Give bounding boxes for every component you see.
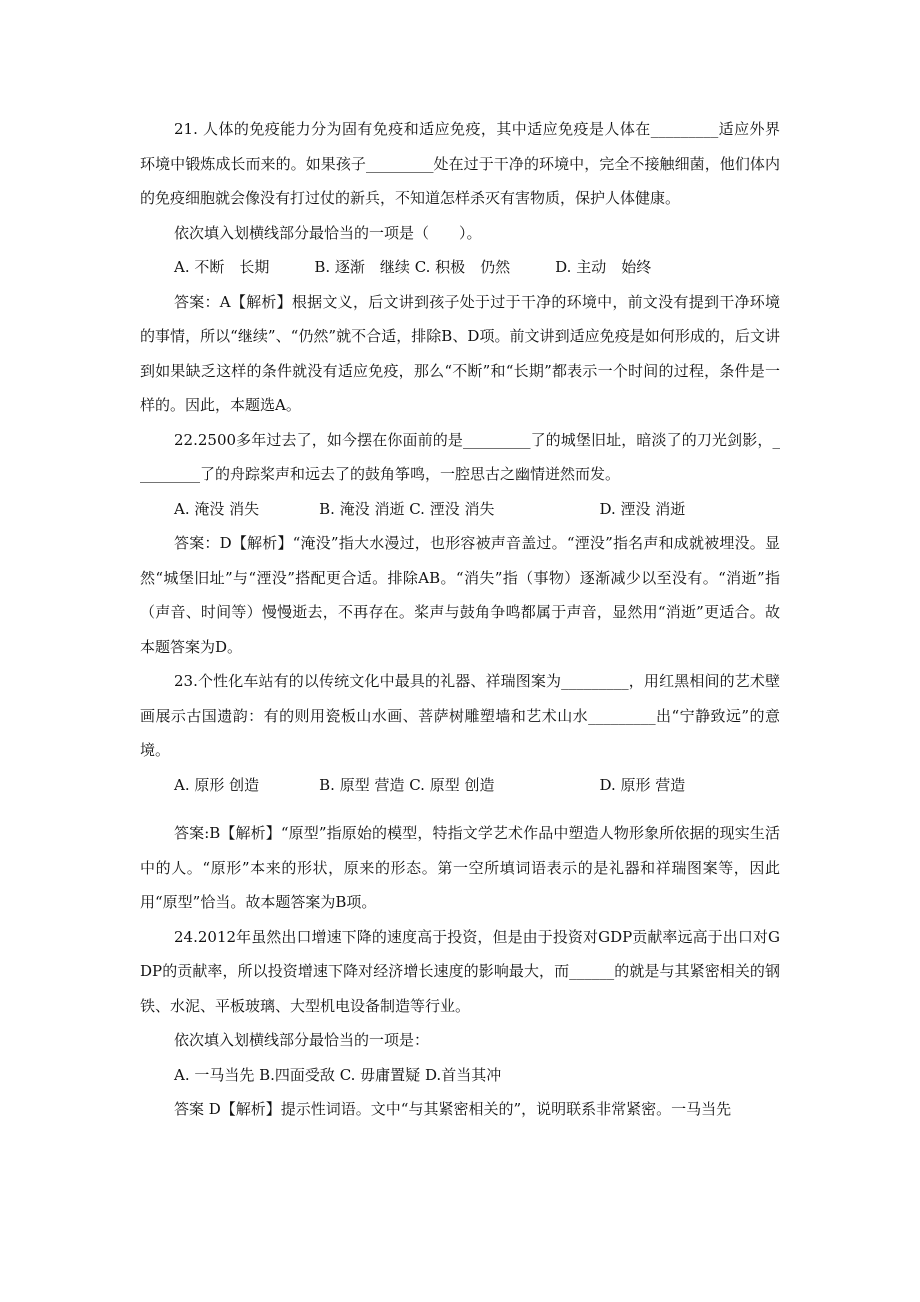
q24-options: A. 一马当先 B.四面受敌 C. 毋庸置疑 D.首当其冲 <box>174 1065 502 1084</box>
q21-answer: 答案：A【解析】根据文义，后文讲到孩子处于过于干净的环境中，前文没有提到干净环境的事情，所以“继续”、“仍然”就不合适，排除B、D项。前文讲到适应免疫是如何形成的，后文讲到如果缺乏这样的条件就没有适应免疫，那么“不断”和“长期”都表示一个时间的过程，条件是一样的。因此，本题选A。 <box>140 292 780 414</box>
q23-options: A. 原形 创造 B. 原型 营造 C. 原型 创造 D. 原形 营造 <box>174 775 686 794</box>
q24-stem: 24.2012年虽然出口增速下降的速度高于投资，但是由于投资对GDP贡献率远高于出口对GDP的贡献率，所以投资增速下降对经济增长速度的影响最大，而______的就是与其紧密相关的钢铁、水泥、平板玻璃、大型机电设备制造等行业。 <box>140 927 780 1015</box>
q22-stem: 22.2500多年过去了，如今摆在你面前的是_________了的城堡旧址，暗淡了的刀光剑影，_________了的舟踪桨声和远去了的鼓角筝鸣，一腔思古之幽情迸然而发。 <box>140 430 780 483</box>
q21-stem: 21. 人体的免疫能力分为固有免疫和适应免疫，其中适应免疫是人体在_________适应外界环境中锻炼成长而来的。如果孩子_________处在过于干净的环境中，完全不接触细菌，他们体内的免疫细胞就会像没有打过仗的新兵，不知道怎样杀灭有害物质，保护人体健康。 <box>140 120 780 207</box>
q22-answer: 答案：D【解析】“淹没”指大水漫过，也形容被声音盖过。“湮没”指名声和成就被埋没。显然“城堡旧址”与“湮没”搭配更合适。排除AB。“消失”指（事物）逐渐减少以至没有。“消逝”指（声音、时间等）慢慢逝去，不再存在。桨声与鼓角争鸣都属于声音，显然用“消逝”更适合。故本题答案为D。 <box>140 534 780 656</box>
spacer <box>140 802 780 816</box>
q24-answer: 答案 D【解析】提示性词语。文中“与其紧密相关的”，说明联系非常紧密。一马当先 <box>174 1100 732 1118</box>
q22-options: A. 淹没 消失 B. 淹没 消逝 C. 湮没 消失 D. 湮没 消逝 <box>174 499 686 518</box>
q21-instruction: 依次填入划横线部分最恰当的一项是（ ）。 <box>174 223 482 242</box>
document-page <box>140 112 780 1127</box>
q23-answer: 答案:B【解析】“原型”指原始的模型，特指文学艺术作品中塑造人物形象所依据的现实生活中的人。“原形”本来的形状，原来的形态。第一空所填词语表示的是礼器和祥瑞图案等，因此用“原型”恰当。故本题答案为B项。 <box>140 824 780 911</box>
q23-stem: 23.个性化车站有的以传统文化中最具的礼器、祥瑞图案为_________，用红黑相间的艺术壁画展示古国遗韵：有的则用瓷板山水画、菩萨树雕塑墙和艺术山水_________出“宁静致远”的意境。 <box>140 672 780 759</box>
q24-instruction: 依次填入划横线部分最恰当的一项是： <box>174 1031 430 1049</box>
q21-options: A. 不断 长期 B. 逐渐 继续 C. 积极 仍然 D. 主动 始终 <box>174 258 652 276</box>
